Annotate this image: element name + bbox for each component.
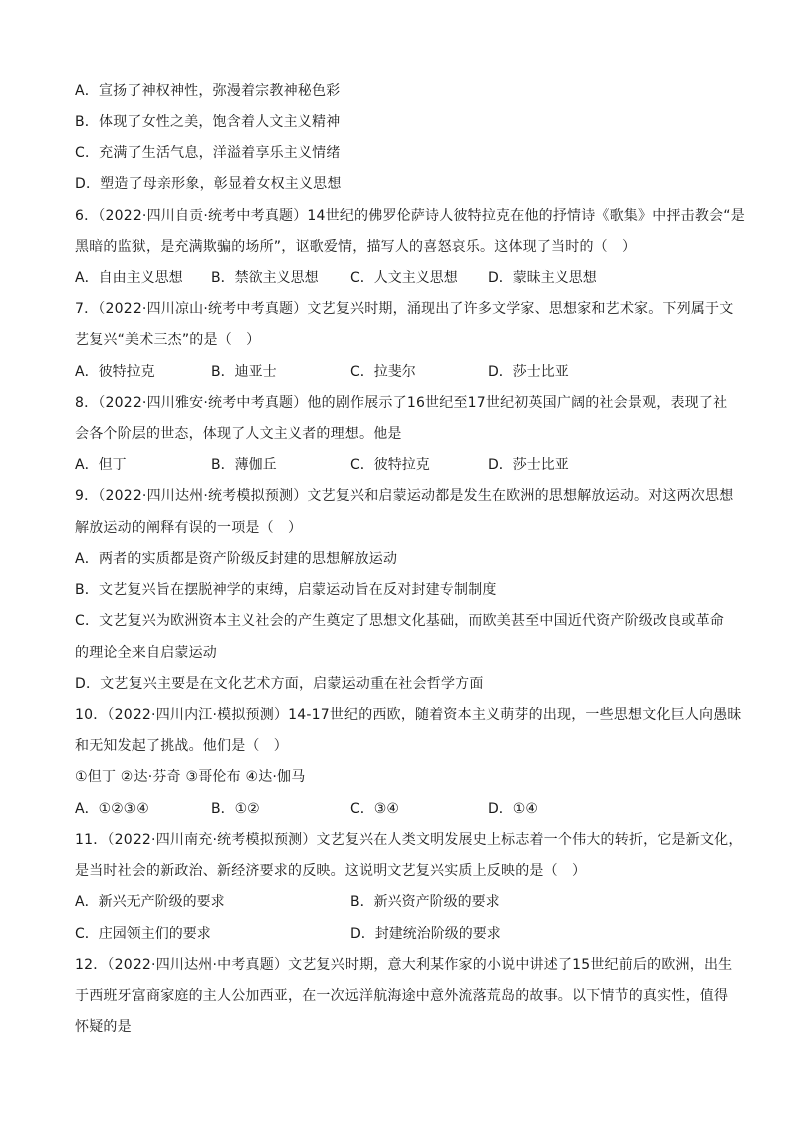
q5-option-d: D．塑造了母亲形象，彰显着女权主义思想 <box>75 176 342 192</box>
q7-option-a: A．彼特拉克 <box>75 364 155 380</box>
q6-option-c: C．人文主义思想 <box>350 270 458 286</box>
q6-stem-line1: 6．（2022·四川自贡·统考中考真题）14世纪的佛罗伦萨诗人彼特拉克在他的抒情诗《歌集》中抨击教会“是 <box>75 208 745 224</box>
q8-stem-line2: 会各个阶层的世态，体现了人文主义者的理想。他是 <box>75 426 402 442</box>
q8-option-a: A．但丁 <box>75 457 127 473</box>
q9-option-b: B．文艺复兴旨在摆脱神学的束缚，启蒙运动旨在反对封建专制制度 <box>75 582 497 598</box>
q8-option-c: C．彼特拉克 <box>350 457 430 473</box>
q12-stem-line2: 于西班牙富商家庭的主人公加西亚，在一次远洋航海途中意外流落荒岛的故事。以下情节的真实性，值得 <box>75 988 729 1004</box>
q12-stem-line1: 12．（2022·四川达州·中考真题）文艺复兴时期，意大利某作家的小说中讲述了15世纪前后的欧洲，出生 <box>75 957 733 973</box>
q11-stem-line2: 是当时社会的新政治、新经济要求的反映。这说明文艺复兴实质上反映的是（ ） <box>75 863 587 879</box>
q11-option-c: C．庄园领主们的要求 <box>75 926 211 942</box>
q5-option-a: A．宣扬了神权神性，弥漫着宗教神秘色彩 <box>75 83 341 99</box>
q11-option-d: D．封建统治阶级的要求 <box>350 926 501 942</box>
q10-items: ①但丁 ②达·芬奇 ③哥伦布 ④达·伽马 <box>75 769 306 785</box>
q5-option-c: C．充满了生活气息，洋溢着享乐主义情绪 <box>75 145 341 161</box>
q9-stem-line2: 解放运动的阐释有误的一项是（ ） <box>75 520 303 536</box>
q12-stem-line3: 怀疑的是 <box>75 1019 132 1035</box>
q6-option-d: D．蒙昧主义思想 <box>488 270 597 286</box>
q7-option-d: D．莎士比亚 <box>488 364 569 380</box>
q10-stem-line1: 10．（2022·四川内江·模拟预测）14-17世纪的西欧，随着资本主义萌芽的出现，一些思想文化巨人向愚昧 <box>75 707 742 723</box>
q6-option-a: A．自由主义思想 <box>75 270 183 286</box>
q9-option-d: D．文艺复兴主要是在文化艺术方面，启蒙运动重在社会哲学方面 <box>75 676 484 692</box>
q7-option-b: B．迪亚士 <box>211 364 277 380</box>
q9-option-c-line2: 的理论全来自启蒙运动 <box>75 645 217 661</box>
q11-stem-line1: 11．（2022·四川南充·统考模拟预测）文艺复兴在人类文明发展史上标志着一个伟大的转折，它是新文化， <box>75 832 743 848</box>
q7-stem-line1: 7．（2022·四川凉山·统考中考真题）文艺复兴时期，涌现出了许多文学家、思想家和艺术家。下列属于文 <box>75 301 734 317</box>
q8-stem-line1: 8．（2022·四川雅安·统考中考真题）他的剧作展示了16世纪至17世纪初英国广阔的社会景观，表现了社 <box>75 395 728 411</box>
q11-option-a: A．新兴无产阶级的要求 <box>75 894 225 910</box>
q9-option-a: A．两者的实质都是资产阶级反封建的思想解放运动 <box>75 551 398 567</box>
q10-stem-line2: 和无知发起了挑战。他们是（ ） <box>75 738 288 754</box>
q7-option-c: C．拉斐尔 <box>350 364 416 380</box>
q8-option-b: B．薄伽丘 <box>211 457 277 473</box>
q11-option-b: B．新兴资产阶级的要求 <box>350 894 500 910</box>
q6-option-b: B．禁欲主义思想 <box>211 270 319 286</box>
q10-option-a: A．①②③④ <box>75 801 149 817</box>
q6-stem-line2: 黑暗的监狱，是充满欺骗的场所”，讴歌爱情，描写人的喜怒哀乐。这体现了当时的（ ） <box>75 239 637 255</box>
q5-option-b: B．体现了女性之美，饱含着人文主义精神 <box>75 114 341 130</box>
q10-option-b: B．①② <box>211 801 260 817</box>
q10-option-c: C．③④ <box>350 801 399 817</box>
q10-option-d: D．①④ <box>488 801 538 817</box>
q9-stem-line1: 9．（2022·四川达州·统考模拟预测）文艺复兴和启蒙运动都是发生在欧洲的思想解放运动。对这两次思想 <box>75 488 734 504</box>
q9-option-c-line1: C．文艺复兴为欧洲资本主义社会的产生奠定了思想文化基础，而欧美甚至中国近代资产阶级改良或革命 <box>75 613 724 629</box>
q7-stem-line2: 艺复兴“美术三杰”的是（ ） <box>75 332 261 348</box>
q8-option-d: D．莎士比亚 <box>488 457 569 473</box>
